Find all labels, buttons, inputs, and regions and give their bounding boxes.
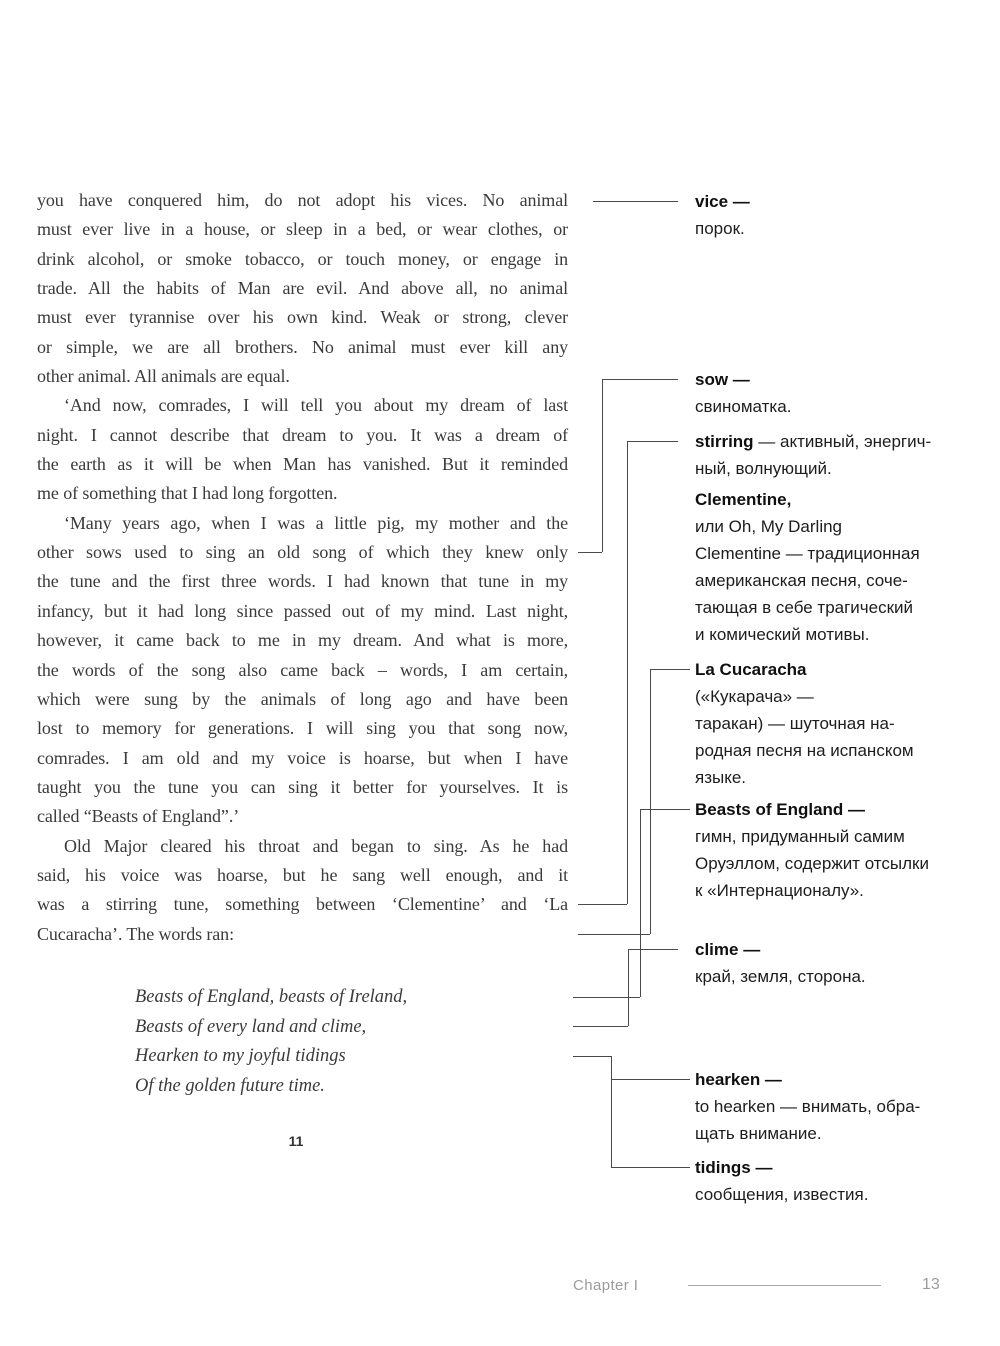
body-text-line: Cucaracha’. The words ran: [37,923,234,944]
gloss-definition-line: Оруэллом, содержит отсылки [695,854,929,873]
body-text-line: comrades. I am old and my voice is hoarse, but when I have [37,747,568,768]
gloss-definition-line: или Oh, My Darling [695,517,842,536]
body-text-line: called “Beasts of England”.’ [37,806,240,827]
footer-rule [688,1285,881,1286]
gloss-headword: sow — [695,370,750,389]
connector-line [628,949,678,950]
connector-line [578,904,627,905]
connector-line [593,201,678,202]
body-text-line: infancy, but it had long since passed out of my mind. Last night, [37,600,568,621]
gloss-headword: tidings — [695,1158,773,1177]
footer-chapter-label: Chapter I [573,1277,639,1294]
gloss-entry [695,366,975,420]
body-text-line: must ever live in a house, or sleep in a bed, or wear clothes, or [37,219,568,240]
body-text-line: must ever tyrannise over his own kind. Weak or strong, clever [37,307,568,328]
gloss-definition-line: to hearken — внимать, обра- [695,1097,921,1116]
body-text-line: the words of the song also came back – words, I am certain, [37,659,568,680]
body-text-line: you have conquered him, do not adopt his vices. No animal [37,190,568,210]
connector-line [611,1056,612,1167]
body-text-line: was a stirring tune, something between ‘Clementine’ and ‘La [37,894,568,915]
poem-line: Of the golden future time. [135,1075,325,1096]
gloss-headword-line [695,936,975,963]
gloss-definition-line: щать внимание. [695,1124,822,1143]
gloss-headword-line [695,656,975,683]
body-text-line: drink alcohol, or smoke tobacco, or touch money, or engage in [37,248,568,269]
body-text-line: trade. All the habits of Man are evil. And above all, no animal [37,278,568,299]
connector-line [602,379,603,552]
gloss-headword: La Cucaracha [695,660,807,679]
gloss-entry [695,796,975,904]
gloss-definition-line: гимн, придуманный самим [695,827,905,846]
gloss-headword-line [695,428,975,455]
inner-page-number: 11 [288,1133,304,1149]
body-text-line: other sows used to sing an old song of which they knew only [37,542,568,563]
body-text-line: lost to memory for generations. I will sing you that song now, [37,718,568,739]
gloss-headword: Clementine, [695,490,792,509]
body-text-line: however, it came back to me in my dream. And what is more, [37,630,568,651]
gloss-definition-line: тающая в себе трагический [695,598,914,617]
body-text-line: ‘Many years ago, when I was a little pig, my mother and the [64,512,568,533]
poem-line: Beasts of every land and clime, [135,1016,367,1037]
gloss-definition-line: («Кукарача» — [695,687,814,706]
gloss-headword-line [695,486,975,513]
body-text-line: the tune and the first three words. I had known that tune in my [37,571,568,592]
connector-line [627,441,628,904]
gloss-definition-line: американская песня, соче- [695,571,908,590]
gloss-headword: Beasts of England — [695,800,866,819]
connector-line [602,379,678,380]
connector-line [611,1167,690,1168]
gloss-headword-line [695,1066,975,1093]
body-text-line: which were sung by the animals of long ago and have been [37,688,568,709]
body-text-line: the earth as it will be when Man has vanished. But it reminded [37,454,568,475]
gloss-entry [695,188,975,242]
body-text-line: ‘And now, comrades, I will tell you about my dream of last [64,395,568,416]
gloss-headword-line [695,188,975,215]
body-text [37,186,568,949]
gloss-definition-line: порок. [695,219,745,238]
gloss-entry [695,428,975,482]
gloss-headword: stirring [695,432,754,451]
connector-line [611,1079,690,1080]
gloss-definition-inline: — активный, энергич- [753,432,932,451]
gloss-definition-line: свиноматка. [695,397,792,416]
gloss-definition-line: к «Интернационалу». [695,881,864,900]
body-text-line: said, his voice was hoarse, but he sang well enough, and it [37,864,568,885]
gloss-definition-line: и комический мотивы. [695,625,870,644]
gloss-definition-line: родная песня на испанском [695,741,914,760]
body-text-line: me of something that I had long forgotten. [37,483,338,504]
gloss-definition-line: Clementine — традиционная [695,544,920,563]
poem [135,983,407,1101]
gloss-headword-line [695,1154,975,1181]
gloss-headword-line [695,796,975,823]
poem-line: Beasts of England, beasts of Ireland, [135,987,408,1007]
gloss-entry [695,486,975,648]
gloss-entry [695,656,975,791]
body-text-line: night. I cannot describe that dream to you. It was a dream of [37,424,568,445]
body-text-line: other animal. All animals are equal. [37,366,290,387]
connector-line [573,1056,611,1057]
connector-line [650,669,690,670]
body-text-line: or simple, we are all brothers. No animal must ever kill any [37,336,568,357]
gloss-headword: vice — [695,192,750,211]
gloss-definition-line: сообщения, известия. [695,1185,869,1204]
connector-line [573,997,640,998]
body-text-line: Old Major cleared his throat and began to sing. As he had [64,835,568,856]
footer-page-number: 13 [922,1276,940,1293]
gloss-definition-line: край, земля, сторона. [695,967,866,986]
connector-line [627,441,678,442]
gloss-definition-line: языке. [695,768,747,787]
gloss-headword-line [695,366,975,393]
gloss-headword: hearken — [695,1070,782,1089]
connector-line [640,809,641,997]
connector-line [640,809,690,810]
poem-line: Hearken to my joyful tidings [135,1046,346,1066]
gloss-entry [695,1066,975,1147]
connector-line [650,669,651,934]
gloss-definition-line: ный, волнующий. [695,459,832,478]
connector-line [578,552,602,553]
body-text-line: taught you the tune you can sing it better for yourselves. It is [37,776,568,797]
gloss-headword: clime — [695,940,761,959]
gloss-definition-line: таракан) — шуточная на- [695,714,895,733]
gloss-entry [695,1154,975,1208]
gloss-entry [695,936,975,990]
connector-line [573,1026,628,1027]
connector-line [628,949,629,1026]
